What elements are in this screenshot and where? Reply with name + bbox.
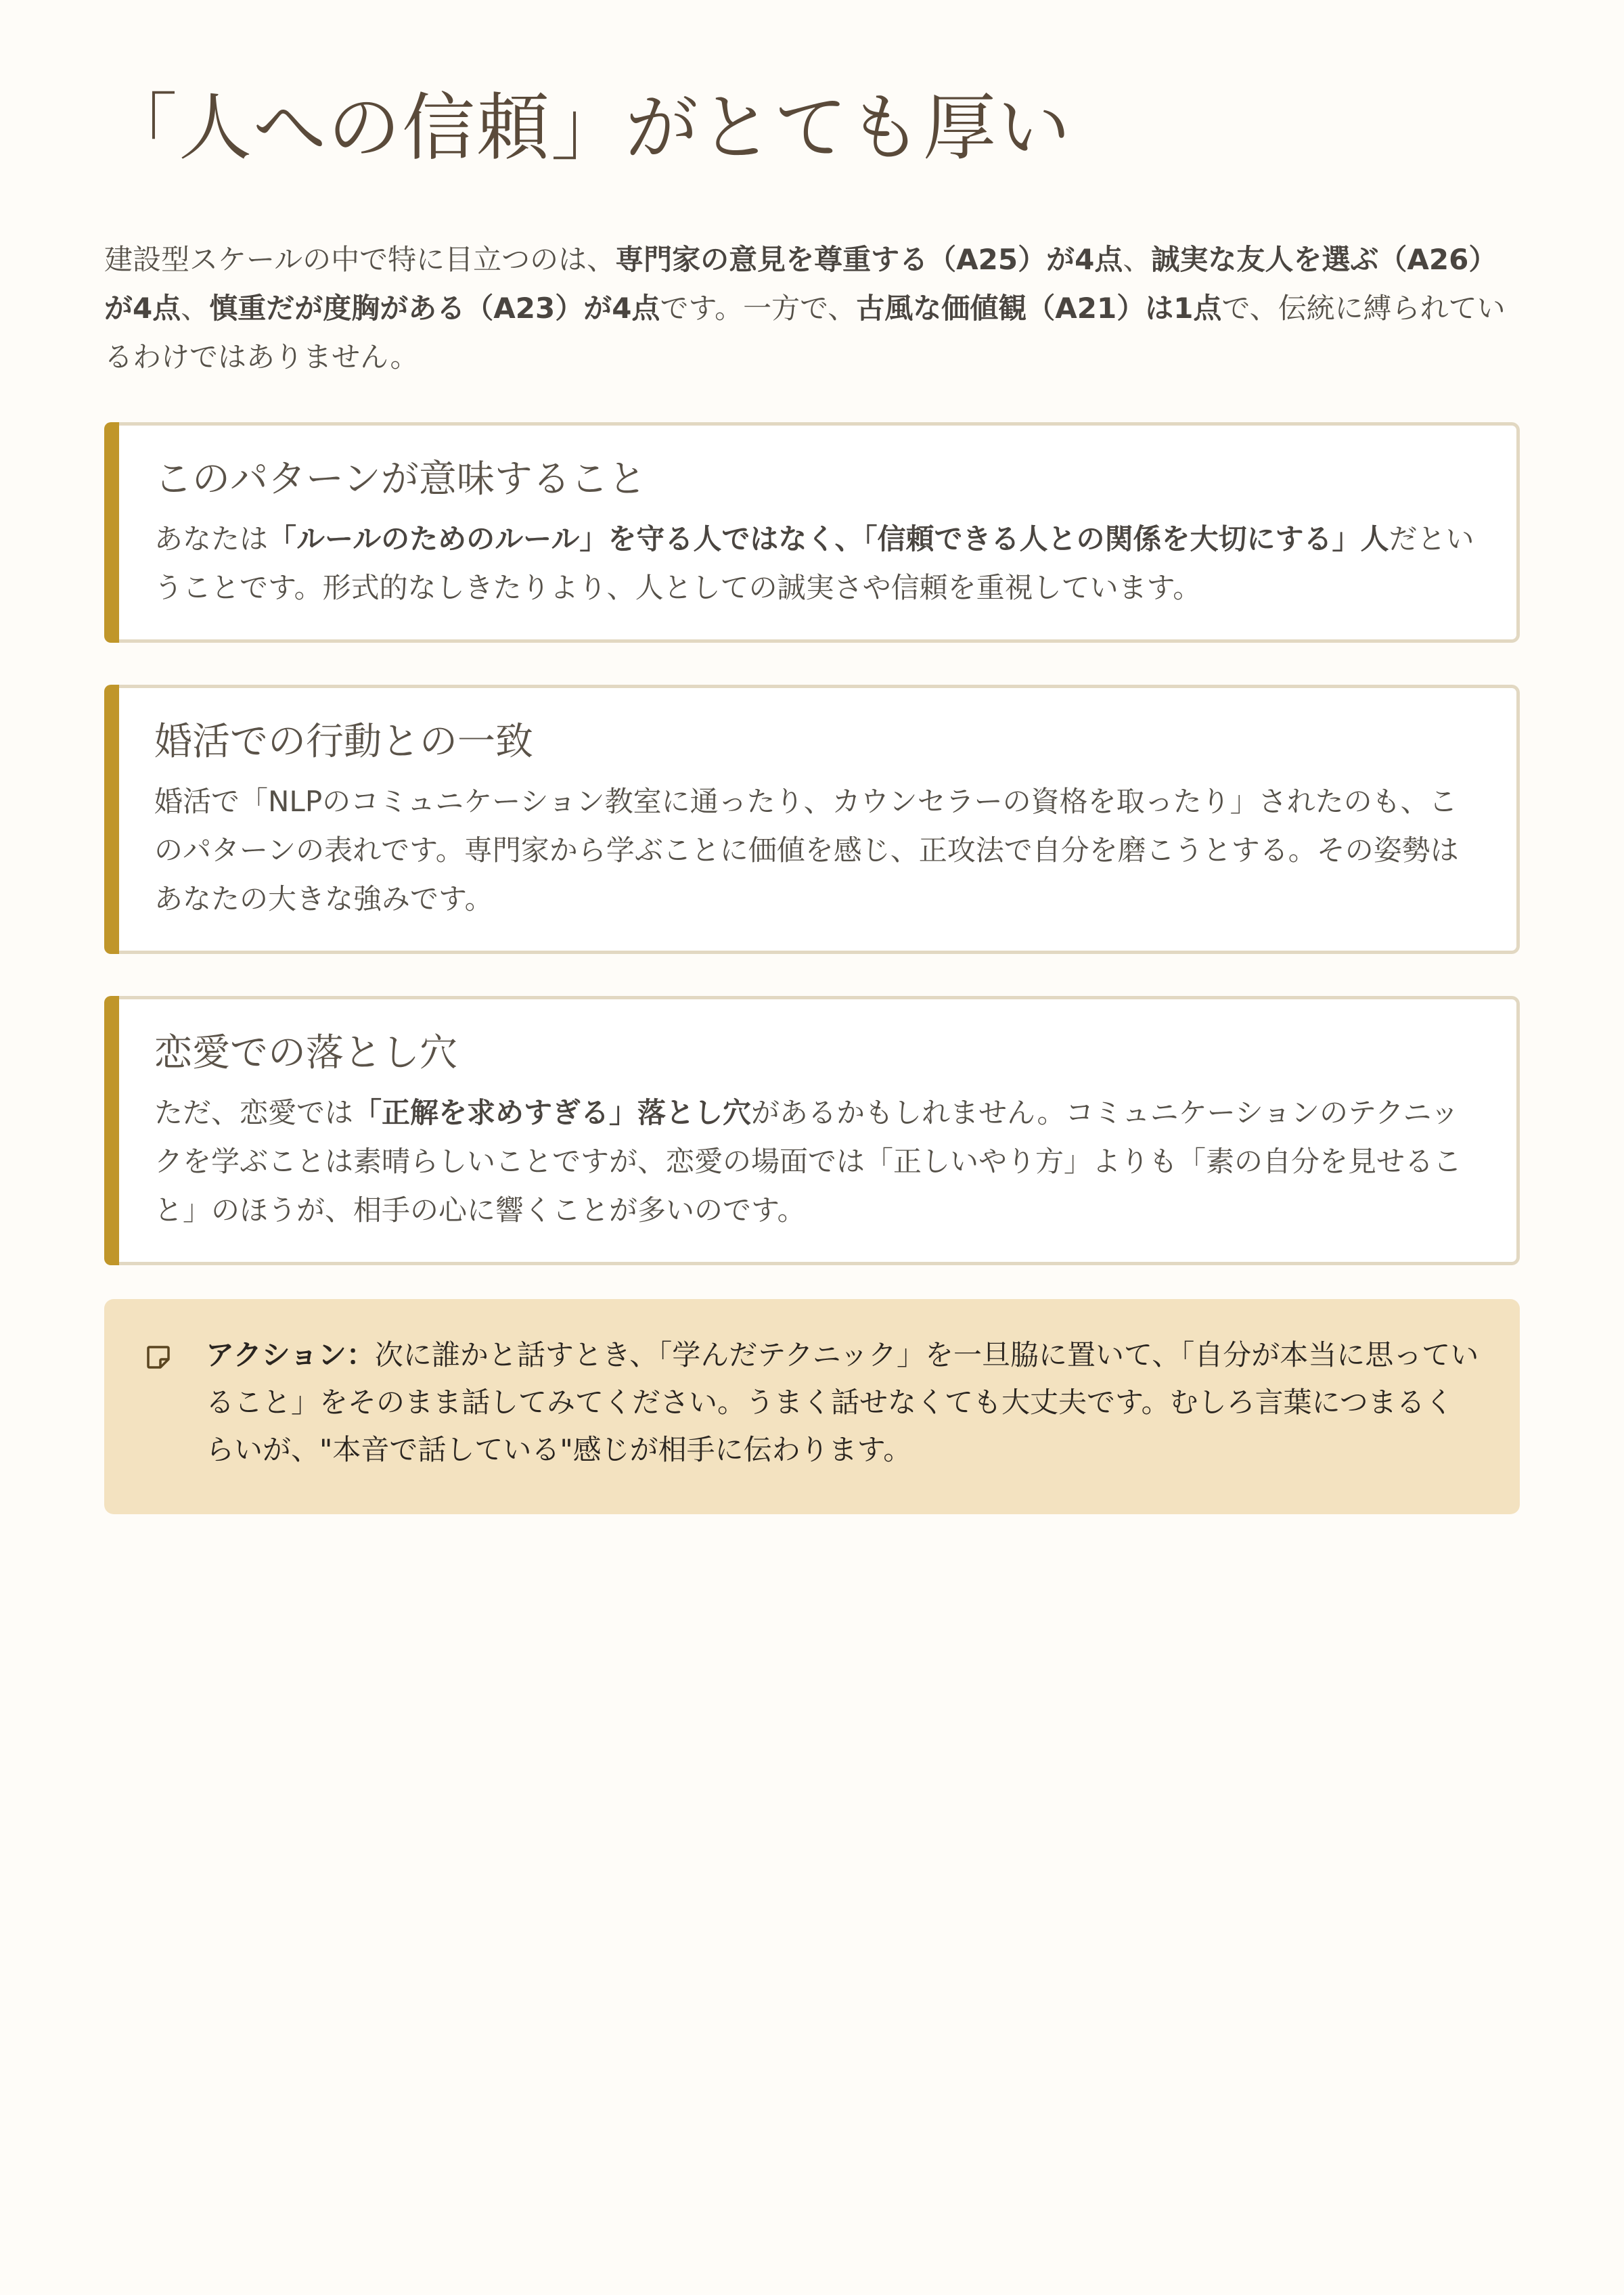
card-konkatsu-match [104,685,1520,954]
intro-highlight: 慎重だが度胸がある（A23）が4点 [209,292,660,325]
page-title: 「人への信頼」がとても厚い [104,86,1073,171]
intro-text: 建設型スケールの中で特に目立つのは、 [104,243,616,276]
card-title: 婚活での行動との一致 [154,720,533,764]
note-icon [145,1344,172,1371]
intro-text: 、 [181,292,210,325]
intro-text: で、伝統に縛られているわけではありません。 [104,292,1506,373]
intro-text: です。一方で、 [660,292,857,325]
card-body [154,777,1484,924]
card-highlight: 「ルールのためのルール」を守る人ではなく、「信頼できる人との関係を大切にする」人 [268,522,1389,555]
card-love-pitfall [104,996,1520,1265]
callout-body: 次に誰かと話すとき、「学んだテクニック」を一旦脇に置いて、「自分が本当に思っていること」をそのまま話してみてください。うまく話せなくても大丈夫です。むしろ言葉につまるくらいが、"本音で話している"感じが相手に伝わります。 [206,1338,1479,1466]
card-text: ただ、恋愛では [154,1096,354,1129]
intro-text: 、 [1123,243,1152,276]
card-body [154,515,1484,612]
page [104,74,1520,1514]
card-title: 恋愛での落とし穴 [154,1031,457,1075]
intro-highlight: 古風な価値観（A21）は1点 [856,292,1222,325]
callout-label: アクション： [206,1338,375,1371]
card-highlight: 「正解を求めすぎる」落とし穴 [353,1096,752,1129]
card-body [154,1089,1484,1235]
callout-text [206,1332,1479,1474]
card-text: があるかもしれません。コミュニケーションのテクニックを学ぶことは素晴らしいことですが、恋愛の場面では「正しいやり方」よりも「素の自分を見せること」のほうが、相手の心に響くことが多いのです。 [154,1096,1462,1227]
card-text: あなたは [154,522,269,555]
intro-highlight: 専門家の意見を尊重する（A25）が4点 [615,243,1123,276]
card-text: 婚活で「NLPのコミュニケーション教室に通ったり、カウンセラーの資格を取ったり」されたのも、このパターンの表れです。専門家から学ぶことに価値を感じ、正攻法で自分を磨こうとする。その姿勢はあなたの大きな強みです。 [154,785,1459,915]
card-pattern-meaning [104,422,1520,643]
action-callout [104,1299,1520,1514]
intro-highlight: 誠実な友人を選ぶ（A26）が4点 [104,243,1497,325]
card-title: このパターンが意味すること [154,457,646,501]
card-text: だということです。形式的なしきたりより、人としての誠実さや信頼を重視しています。 [154,522,1474,604]
intro-paragraph [104,235,1520,382]
